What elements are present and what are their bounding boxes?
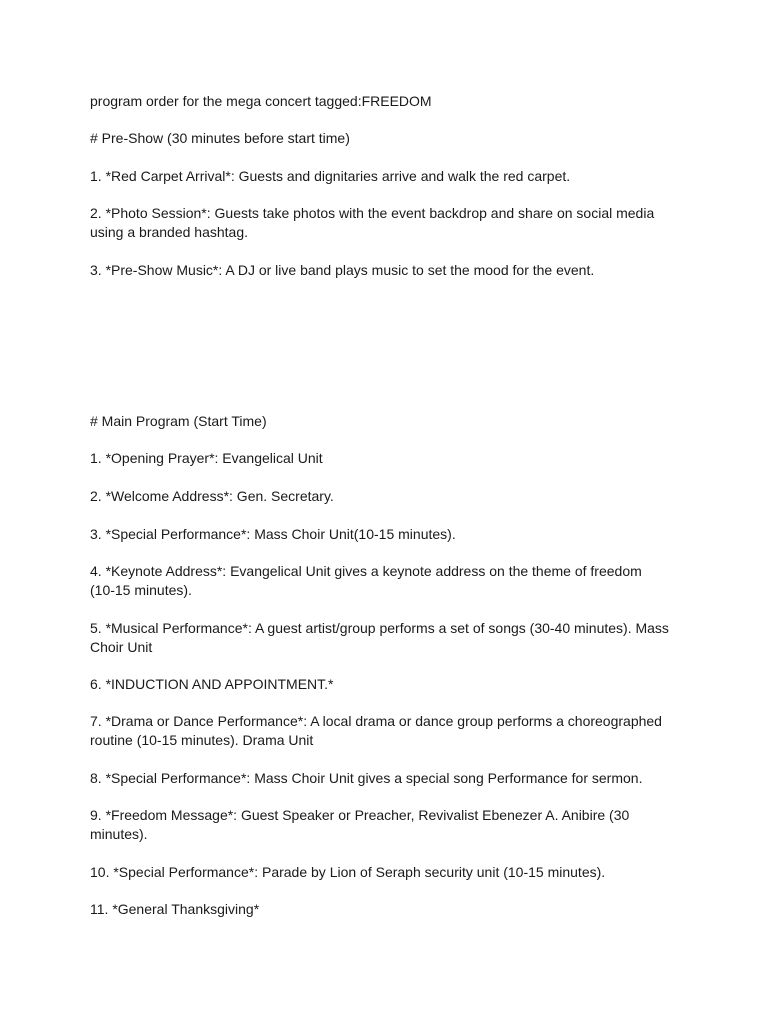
main-program-item: 5. *Musical Performance*: A guest artist/group performs a set of songs (30-40 minutes). Mass Choir Unit (90, 620, 669, 655)
main-program-item: 3. *Special Performance*: Mass Choir Unit(10-15 minutes). (90, 526, 456, 542)
main-program-item: 11. *General Thanksgiving* (90, 901, 260, 917)
pre-show-heading: # Pre-Show (30 minutes before start time) (90, 130, 350, 146)
main-program-item: 4. *Keynote Address*: Evangelical Unit gives a keynote address on the theme of freedom (10-15 minutes). (90, 563, 642, 598)
main-program-item: 9. *Freedom Message*: Guest Speaker or Preacher, Revivalist Ebenezer A. Anibire (30 minutes). (90, 807, 630, 842)
pre-show-item: 3. *Pre-Show Music*: A DJ or live band plays music to set the mood for the event. (90, 262, 595, 278)
main-program-item: 10. *Special Performance*: Parade by Lion of Seraph security unit (10-15 minutes). (90, 864, 606, 880)
main-program-item: 6. *INDUCTION AND APPOINTMENT.* (90, 676, 334, 692)
main-program-item: 8. *Special Performance*: Mass Choir Unit gives a special song Performance for sermon. (90, 770, 643, 786)
main-program-item: 7. *Drama or Dance Performance*: A local drama or dance group performs a choreographed routine (10-15 minutes). Drama Unit (90, 713, 662, 748)
document-title: program order for the mega concert tagged:FREEDOM (90, 93, 432, 109)
pre-show-item: 2. *Photo Session*: Guests take photos with the event backdrop and share on social media using a branded hashtag. (90, 205, 655, 240)
main-program-item: 1. *Opening Prayer*: Evangelical Unit (90, 450, 323, 466)
pre-show-item: 1. *Red Carpet Arrival*: Guests and dignitaries arrive and walk the red carpet. (90, 168, 571, 184)
main-program-item: 2. *Welcome Address*: Gen. Secretary. (90, 488, 334, 504)
main-program-heading: # Main Program (Start Time) (90, 413, 267, 429)
